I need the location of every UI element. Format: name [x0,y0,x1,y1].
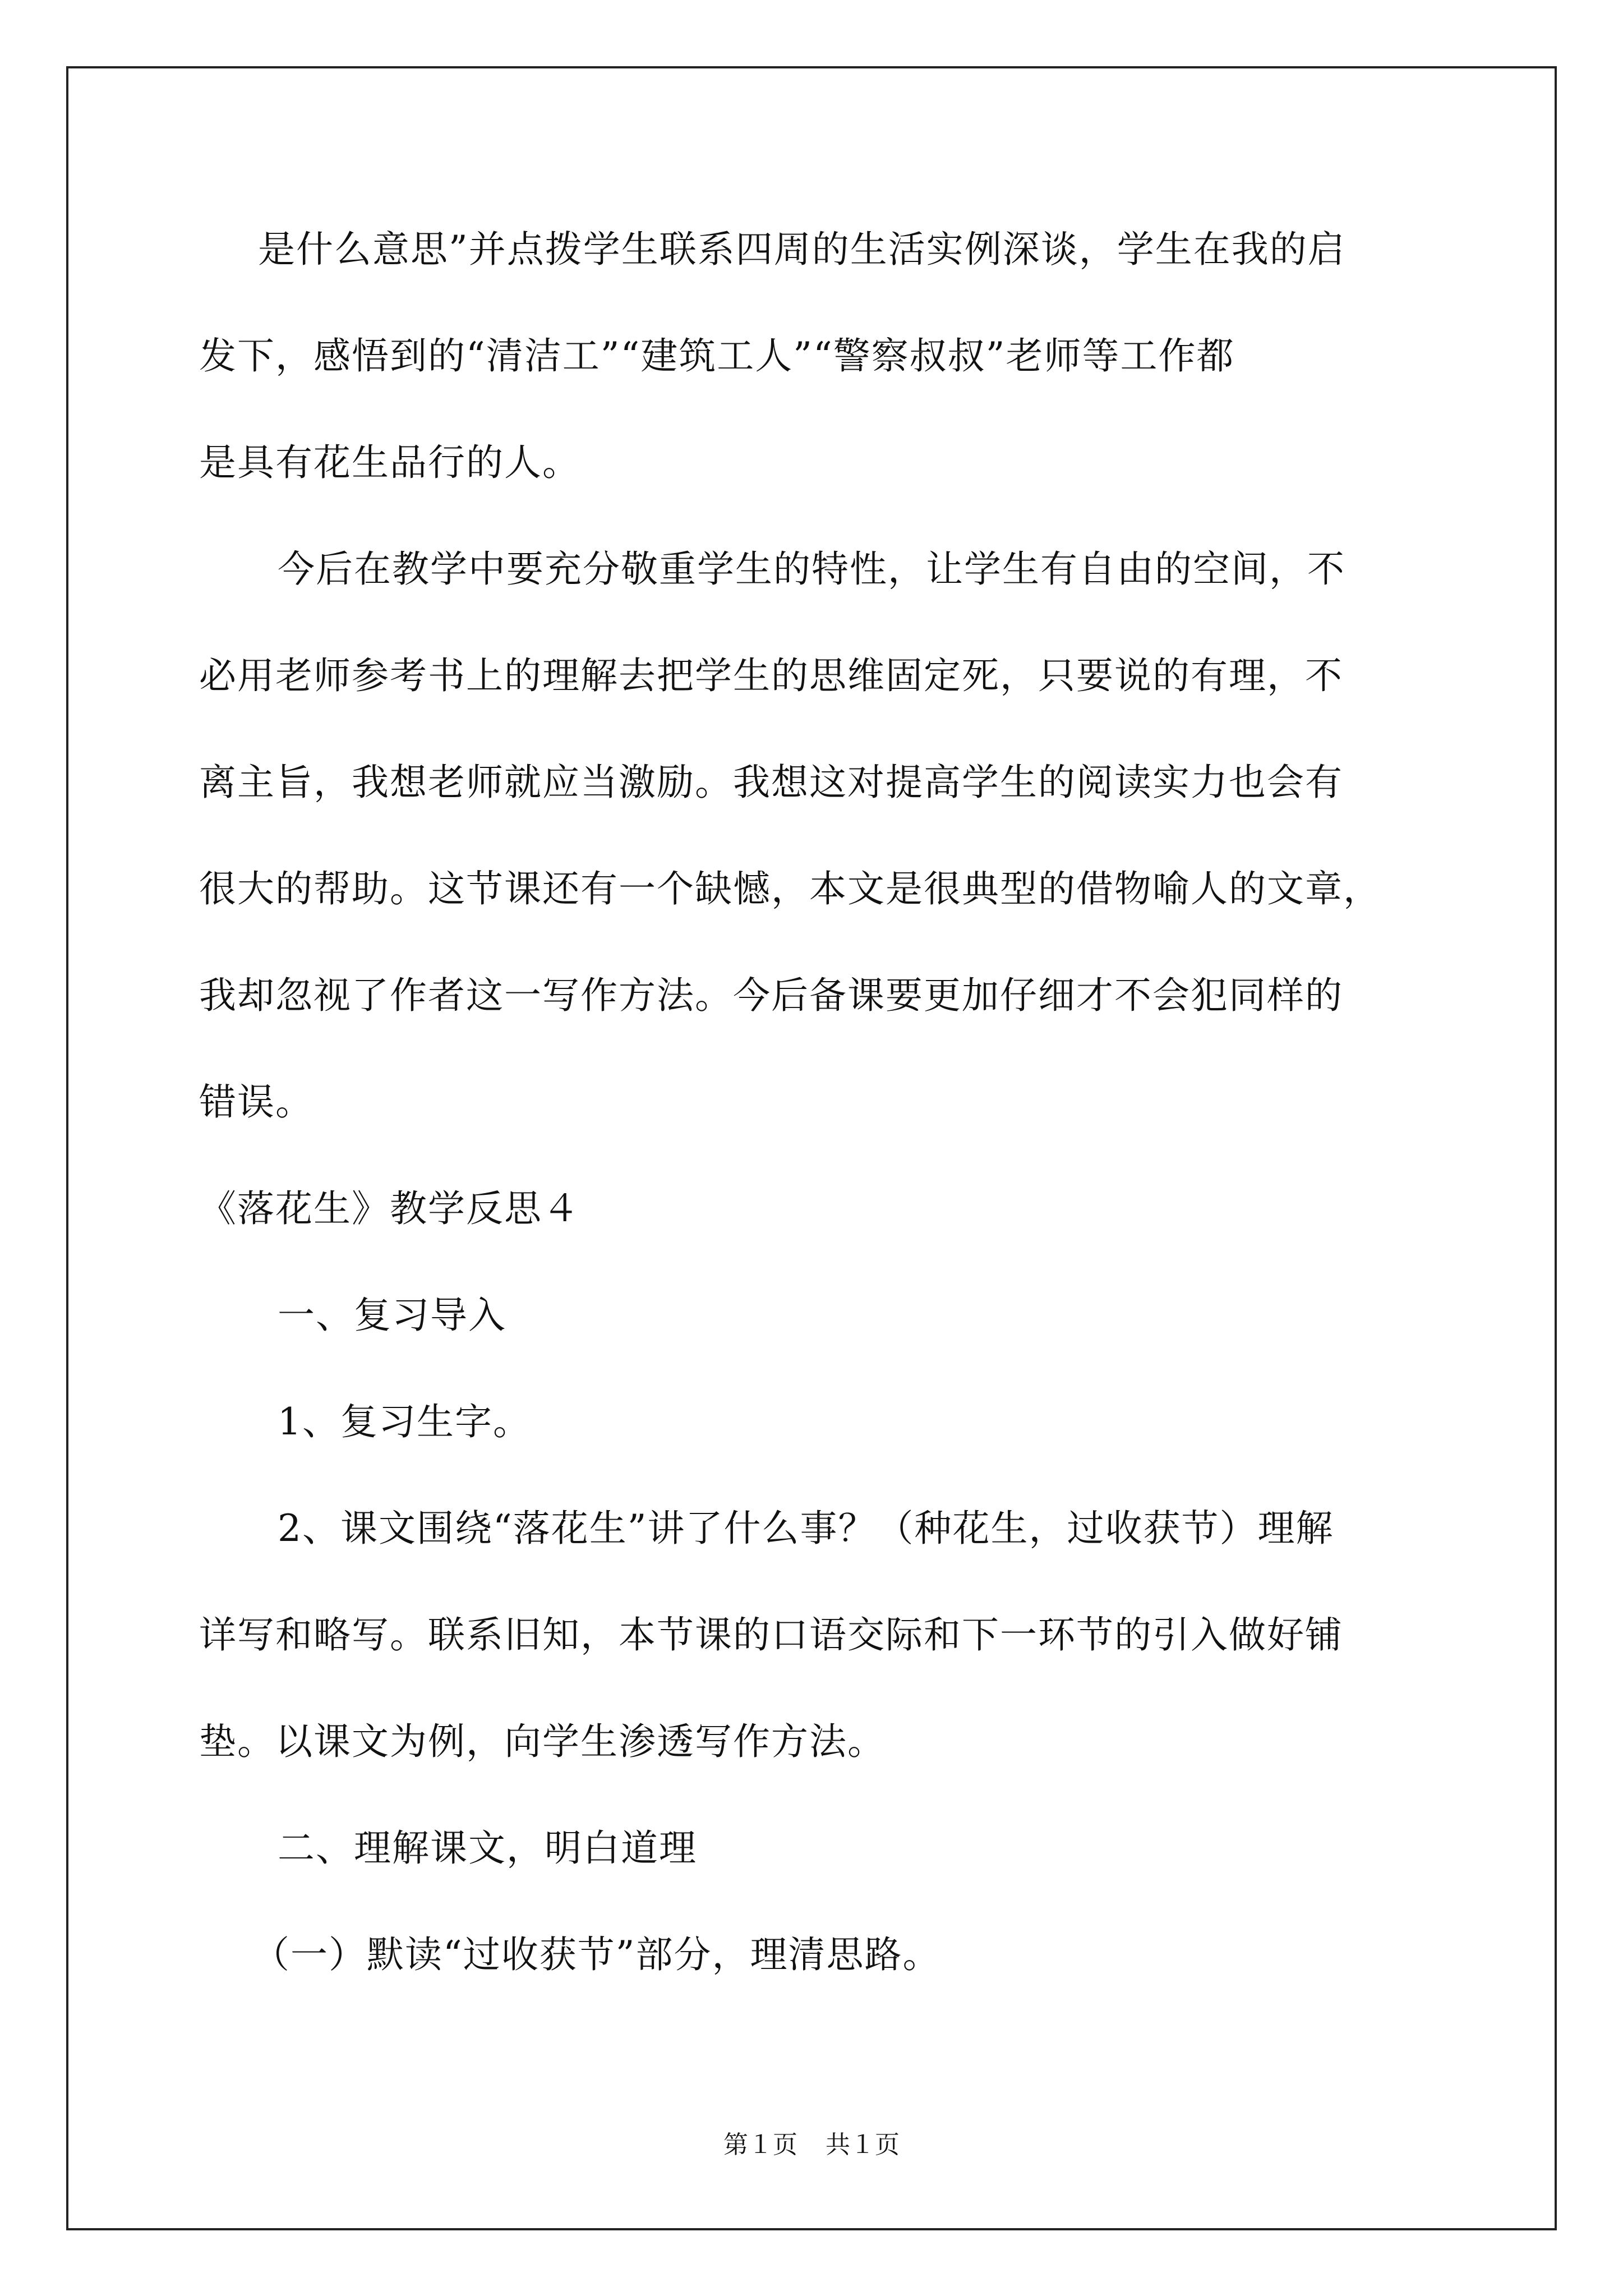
text-line: 二、理解课文，明白道理 [278,1826,697,1870]
page-number-total: 共１页 [826,2131,900,2159]
section-heading: 《落花生》教学反思４ [199,1187,580,1230]
page-footer [0,2133,1623,2157]
text-line: 垫。以课文为例，向学生渗透写作方法。 [199,1720,886,1763]
text-line: 详写和略写。联系旧知，本节课的口语交际和下一环节的引入做好铺 [199,1613,1343,1657]
text-line: 发下，感悟到的“清洁工”“建筑工人”“警察叔叔”老师等工作都 [199,334,1235,378]
text-line: 我却忽视了作者这一写作方法。今后备课要更加仔细才不会犯同样的 [199,974,1343,1017]
text-line: 很大的帮助。这节课还有一个缺憾，本文是很典型的借物喻人的文章， [199,867,1381,910]
text-line: 2、课文围绕“落花生”讲了什么事？（种花生，过收获节）理解 [278,1507,1334,1550]
text-line: 是具有花生品行的人。 [199,441,580,484]
page-border [66,66,1557,2230]
text-line: 必用老师参考书上的理解去把学生的思维固定死，只要说的有理，不 [199,654,1343,697]
text-line: 离主旨，我想老师就应当激励。我想这对提高学生的阅读实力也会有 [199,761,1343,804]
text-line: 今后在教学中要充分敬重学生的特性，让学生有自由的空间，不 [278,547,1345,591]
page-number-current: 第１页 [723,2131,797,2159]
text-line: 1、复习生字。 [278,1400,531,1443]
text-line: 错误。 [199,1080,313,1124]
text-line: 是什么意思”并点拨学生联系四周的生活实例深谈，学生在我的启 [258,228,1346,271]
text-line: （一）默读“过收获节”部分，理清思路。 [252,1933,941,1976]
text-line: 一、复习导入 [278,1294,506,1337]
